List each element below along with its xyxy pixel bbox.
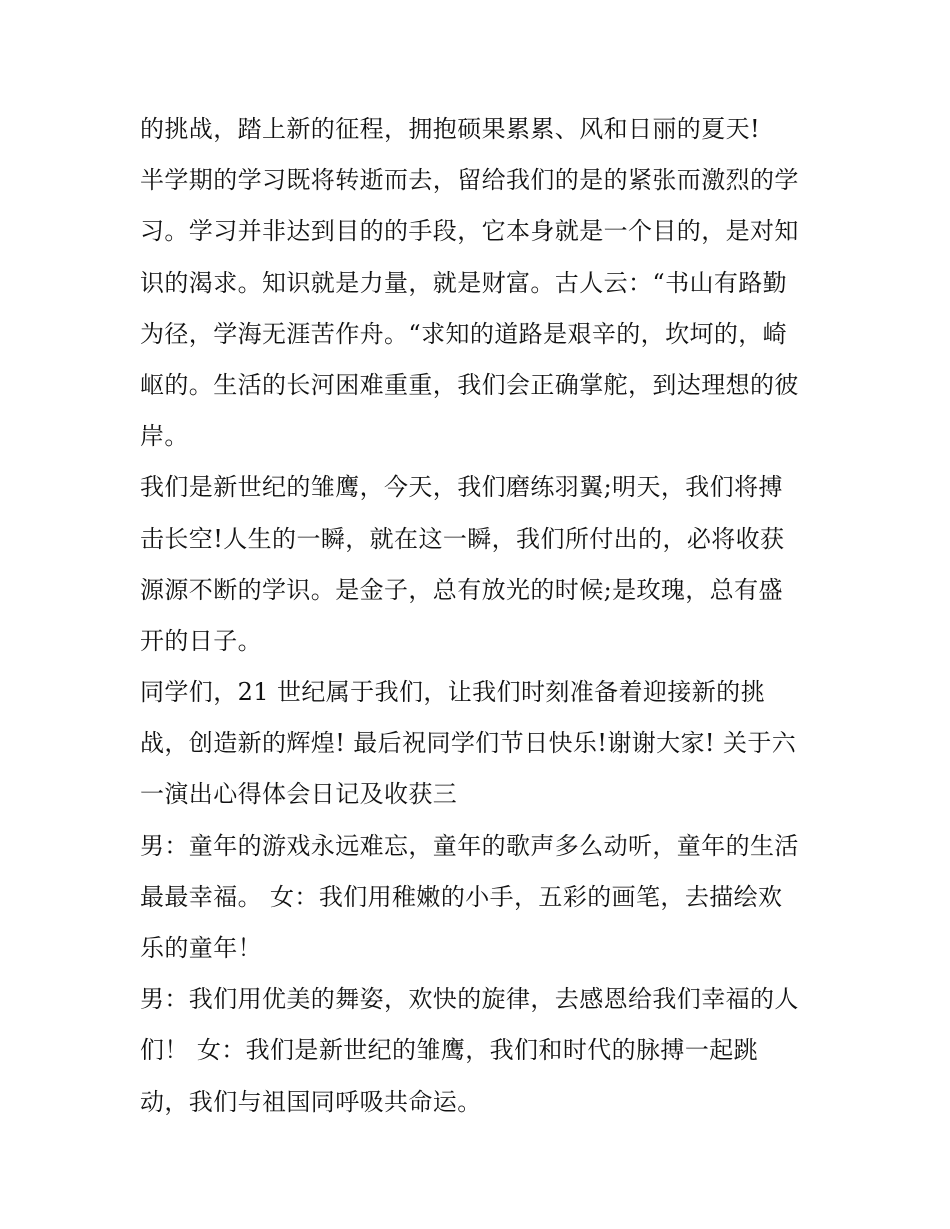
- text-line: 击长空!人生的一瞬，就在这一瞬，我们所付出的，必将收获: [140, 524, 785, 553]
- text-line: 识的渴求。知识就是力量，就是财富。古人云：“书山有路勤: [140, 268, 788, 297]
- text-line: 们！ 女：我们是新世纪的雏鹰，我们和时代的脉搏一起跳: [140, 1036, 759, 1065]
- body-text: [140, 104, 830, 1128]
- text-line: 男：我们用优美的舞姿，欢快的旋律，去感恩给我们幸福的人: [140, 985, 799, 1014]
- text-line: 半学期的学习既将转逝而去，留给我们的是的紧张而激烈的学: [140, 166, 799, 195]
- text-line: 最最幸福。 女：我们用稚嫩的小手，五彩的画笔，去描绘欢: [140, 882, 783, 911]
- text-line: 乐的童年！: [140, 934, 262, 962]
- text-line: 动，我们与祖国同呼吸共命运。: [140, 1087, 482, 1116]
- text-line: 岸。: [140, 422, 189, 451]
- text-line: 的挑战，踏上新的征程，拥抱硕果累累、风和日丽的夏天!: [140, 115, 761, 143]
- text-line: 一演出心得体会日记及收获三: [140, 780, 458, 809]
- text-line: 习。学习并非达到目的的手段，它本身就是一个目的，是对知: [140, 217, 799, 246]
- text-line: 同学们，21 世纪属于我们，让我们时刻准备着迎接新的挑: [140, 678, 765, 707]
- text-line: 战，创造新的辉煌! 最后祝同学们节日快乐!谢谢大家! 关于六: [140, 729, 797, 758]
- text-line: 开的日子。: [140, 626, 262, 655]
- text-line: 我们是新世纪的雏鹰，今天，我们磨练羽翼;明天，我们将搏: [140, 473, 783, 502]
- text-line: 男：童年的游戏永远难忘，童年的歌声多么动听，童年的生活: [140, 831, 799, 860]
- text-line: 为径，学海无涯苦作舟。“求知的道路是艰辛的，坎坷的，崎: [140, 319, 788, 348]
- text-line: 岖的。生活的长河困难重重，我们会正确掌舵，到达理想的彼: [140, 370, 799, 399]
- text-line: 源源不断的学识。是金子，总有放光的时候;是玫瑰，总有盛: [140, 575, 783, 604]
